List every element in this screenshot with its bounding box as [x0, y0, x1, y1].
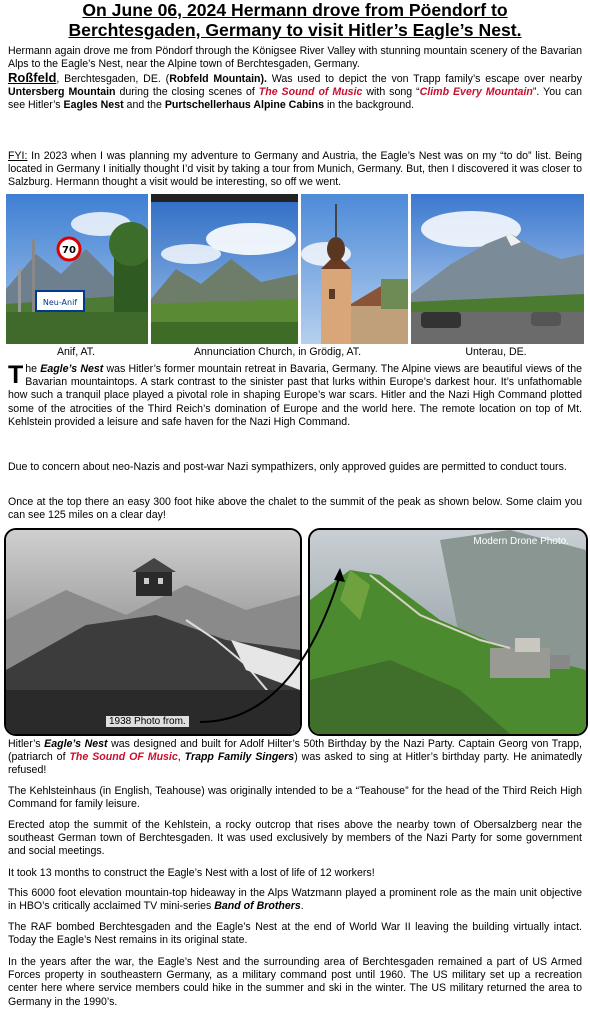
intro-paragraph: Hermann again drove me from Pöndorf through the Königsee River Valley with stunning mountain scenery of the Bavarian Alps to the Eagle’s Nest, near the Alpine town of Berchtesgaden, Germany.: [8, 45, 582, 71]
erected-paragraph: Erected atop the summit of the Kehlstein, a rocky outcrop that rises above the nearby town of Obersalzberg near the southeast German town of Berchtesgaden. It was used exclusively by members of the Nazi Party for some government and social meetings.: [8, 819, 582, 858]
cabins-name: Purtschellerhaus Alpine Cabins: [164, 99, 324, 112]
singers-name: Trapp Family Singers: [184, 751, 295, 764]
years-paragraph: In the years after the war, the Eagle’s Nest and the surrounding area of Berchtesgaden remained a part of US Armed Forces property in southeastern Germany, as a military command post until 1960. The US military set up a recreation center here where service members could hike in the summer and ski in the winter. The US military returned the area to Germany in the 1990’s.: [8, 956, 582, 1008]
hideaway-text-1: This 6000 foot elevation mountain-top hideaway in the Alps Watzmann played a prominent role as the main unit objective in HBO’s critically acclaimed TV mini-series: [8, 887, 582, 913]
rossfeld-alt-name: Robfeld Mountain).: [169, 73, 267, 85]
historic-photo-tag: 1938 Photo from.: [106, 716, 189, 727]
title-line-2: Berchtesgaden, Germany to visit Hitler’s Eagle’s Nest.: [68, 20, 522, 40]
birthday-text-4: ) was asked to sing at Hitler’s birthday party. He animatedly refused!: [8, 751, 583, 777]
months-paragraph: It took 13 months to construct the Eagle’s Nest with a lost of life of 12 workers!: [8, 867, 375, 879]
birthday-text-1: Hitler’s: [8, 738, 45, 750]
eagles-nest-name: Eagles Nest: [63, 99, 124, 112]
untersberg-name: Untersberg Mountain: [8, 86, 116, 99]
rossfeld-text-2: during the closing scenes of: [115, 86, 259, 99]
fyi-text: In 2023 when I was planning my adventure to Germany and Austria, the Eagle’s Nest was on my “to do” list. Being located in Germany I initially thought I’d visit by taking a tour from Munich, Germany. But, then I discovered it was closer to Salzburg. Hermann thought a visit would be interesting, so off we went.: [8, 150, 582, 189]
drone-photo-tag: Modern Drone Photo.: [473, 536, 569, 547]
birthday-paragraph: [8, 738, 582, 778]
sound-of-music-title: The Sound of Music: [258, 86, 363, 99]
kehlsteinhaus-paragraph: The Kehlsteinhaus (in English, Teahouse) was originally intended to be a “Teahouse” for the head of the Third Reich High Command for family leisure.: [8, 785, 582, 811]
series-name: Band of Brothers: [214, 900, 301, 913]
birthday-text-2: was designed and built for Adolf Hilter’s 50th Birthday by the Nazi Party. Captain Georg von Trapp, (patriarch of: [8, 738, 583, 764]
birthday-film: The Sound OF Music: [69, 751, 178, 764]
fyi-label: FYI:: [8, 150, 28, 162]
rossfeld-text-5: and the: [123, 99, 165, 112]
caption-unterau: Unterau, DE.: [465, 346, 527, 358]
raf-paragraph: The RAF bombed Berchtesgaden and the Eagle’s Nest at the end of World War II leaving the building virtually intact. Today the Eagle’s Nest remains in its original state.: [8, 921, 582, 947]
speed-sign-text: 70: [62, 245, 76, 256]
rossfeld-text-4: ”. You can see Hitler’s: [8, 86, 583, 112]
hideaway-paragraph: [8, 887, 582, 913]
song-title: Climb Every Mountain: [419, 86, 533, 99]
guides-paragraph: Due to concern about neo-Nazis and post-war Nazi sympathizers, only approved guides are permitted to conduct tours.: [8, 461, 567, 473]
town-sign-text: Neu-Anif: [42, 298, 78, 307]
caption-anif: Anif, AT.: [56, 346, 96, 358]
hike-paragraph: Once at the top there an easy 300 foot hike above the chalet to the summit of the peak as shown below. Some claim you can see 125 miles on a clear day!: [8, 496, 582, 522]
nest-text-1: he: [25, 363, 41, 375]
nest-name: Eagle’s Nest: [40, 363, 104, 375]
birthday-nest-name: Eagle’s Nest: [44, 738, 108, 750]
rossfeld-text-6: in the background.: [324, 99, 415, 112]
title-line-1: On June 06, 2024 Hermann drove from Pöendorf to: [82, 0, 508, 20]
rossfeld-place: , Berchtesgaden, DE. (: [56, 73, 170, 85]
birthday-text-3: ,: [177, 751, 185, 764]
drop-cap: T: [8, 361, 24, 389]
rossfeld-name: Roßfeld: [8, 70, 57, 85]
nest-text-2: was Hitler’s former mountain retreat in Bavaria, Germany. The Alpine views are beautiful views of the Bavarian mountaintops. A stark contrast to the sinister past that lurks within Europe’s darkest hour. It’s unfathomable how such a tranquil place played a pivotal role in shaping Europe’s war scars. Hitler and the Nazi High Command plotted some of the atrocities of the Third Reich’s domination of Europe and the world here. The remote location on top of Mt. Kehlstein provided a leisure and safe haven for the Nazi High Command.: [8, 363, 582, 428]
rossfeld-text-1: Was used to depict the von Trapp family’s escape over nearby: [266, 73, 583, 85]
caption-church: Annunciation Church, in Grödig, AT.: [193, 346, 362, 358]
rossfeld-text-3: with song “: [362, 86, 420, 99]
hideaway-text-2: .: [300, 900, 304, 913]
